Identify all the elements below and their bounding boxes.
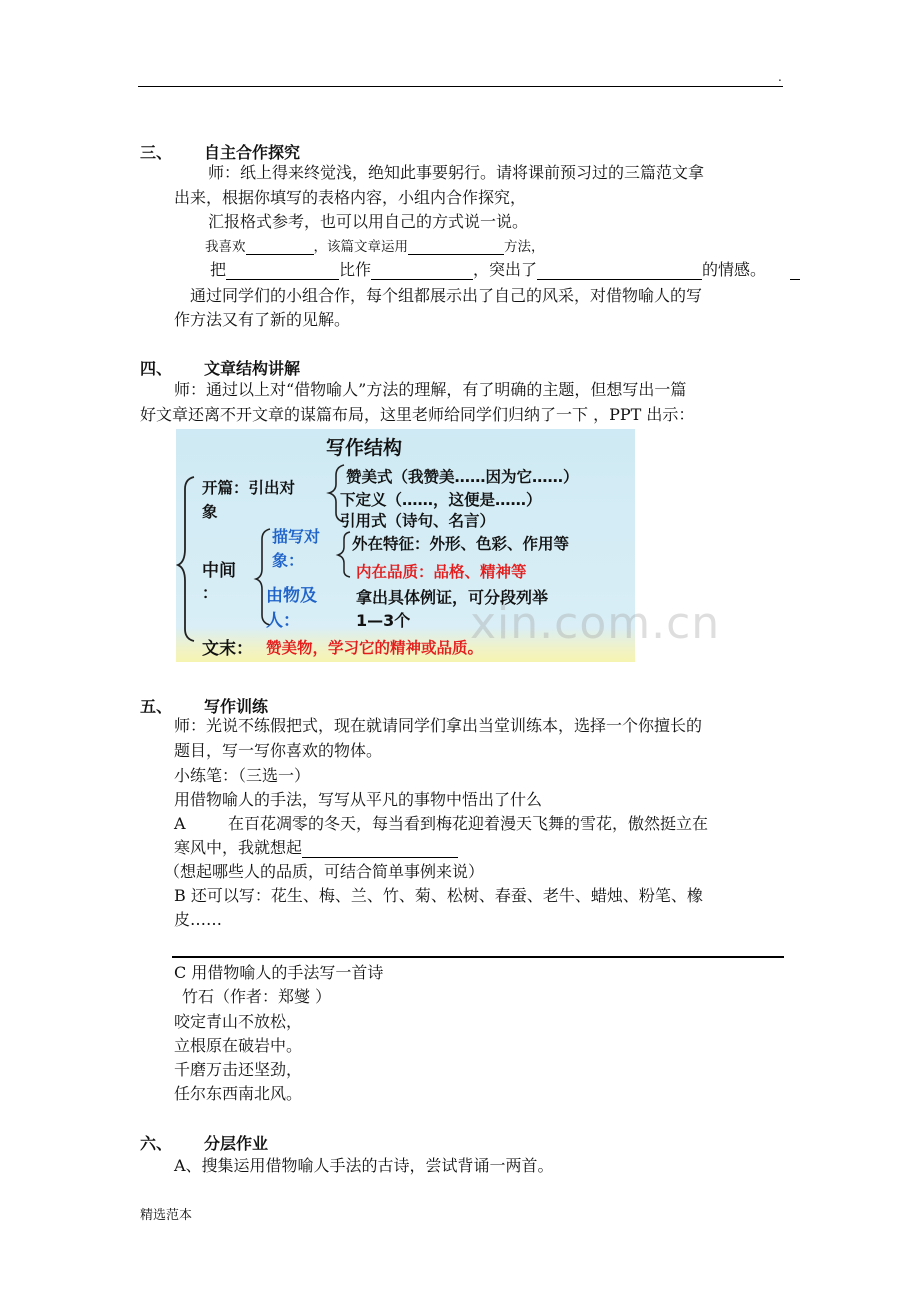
option-a-label: A [174, 814, 186, 833]
section6-line1: A、搜集运用借物喻人手法的古诗，尝试背诵一两首。 [174, 1156, 554, 1175]
section3-summary1: 通过同学们的小组合作，每个组都展示出了自己的风采，对借物喻人的写 [190, 286, 703, 305]
ppt-lead-label: 由物及 [266, 586, 317, 606]
header-rule [138, 86, 783, 87]
section3-line2: 出来，根据你填写的表格内容，小组内合作探究， [174, 188, 527, 207]
section6-title: 分层作业 [204, 1134, 269, 1153]
section4-line2: 好文章还离不开文章的谋篇布局，这里老师给同学们归纳了一下 ，PPT 出示： [140, 405, 695, 424]
header-dot: . [778, 70, 782, 84]
ppt-middle-label: 中间 [202, 561, 236, 581]
section5-divider [172, 956, 784, 958]
ppt-lead-label-cont: 人： [266, 611, 300, 631]
option-a-hint: （想起哪些人的品质，可结合简单事例来说） [164, 862, 485, 881]
section5-number: 五、 [140, 697, 173, 716]
ppt-describe-label-cont: 象： [272, 551, 305, 570]
blank-5 [537, 263, 702, 280]
section6-number: 六、 [140, 1134, 173, 1153]
poem-title: 竹石（作者：郑燮 ） [182, 987, 332, 1006]
format-text-c: 方法， [504, 239, 545, 255]
report-format-line2 [210, 260, 766, 280]
section5-line2: 题目，写一写你喜欢的物体。 [174, 741, 383, 760]
ppt-opening-label: 开篇：引出对 [202, 479, 296, 497]
format-text-b: ，该篇文章运用 [313, 239, 408, 255]
option-b-text: B 还可以写：花生、梅、兰、竹、菊、松树、春蚕、老牛、蜡烛、粉笔、橡 [174, 886, 703, 905]
section4-number: 四、 [140, 359, 173, 378]
poem-line-4: 任尔东西南北风。 [174, 1084, 303, 1103]
footer-text: 精选范本 [140, 1208, 193, 1223]
ppt-opening-item-3: 引用式（诗句、名言） [340, 512, 496, 530]
blank-4 [371, 263, 473, 280]
ppt-opening-item-2: 下定义（……，这便是……） [340, 491, 542, 509]
option-a-text: 在百花凋零的冬天，每当看到梅花迎着漫天飞舞的雪花，傲然挺立在 [228, 814, 709, 833]
ppt-lead-item-1: 拿出具体例证，可分段列举 [356, 588, 549, 607]
blank-1 [246, 238, 314, 255]
section3-number: 三、 [140, 143, 173, 162]
format-text-a: 我喜欢 [205, 239, 246, 255]
option-b-text2: 皮…… [174, 910, 223, 929]
section5-line3: 小练笔：（三选一） [174, 766, 311, 785]
section3-line1: 师：纸上得来终觉浅，绝知此事要躬行。请将课前预习过的三篇范文拿 [208, 163, 705, 182]
blank-2 [408, 238, 504, 255]
section4-line1: 师：通过以上对“借物喻人”方法的理解，有了明确的主题，但想写出一篇 [174, 380, 687, 399]
format2-underline-extension [790, 279, 800, 280]
option-a-text2 [174, 838, 458, 858]
format2-text-a: 把 [210, 260, 227, 279]
section5-line4: 用借物喻人的手法，写写从平凡的事物中悟出了什么 [174, 790, 543, 809]
ppt-lead-item-2: 1—3个 [356, 611, 411, 630]
report-format-line1 [205, 235, 545, 255]
option-c-text: C 用借物喻人的手法写一首诗 [174, 963, 384, 982]
section5-line1: 师：光说不练假把式，现在就请同学们拿出当堂训练本，选择一个你擅长的 [174, 716, 703, 735]
format2-text-d: 的情感。 [702, 260, 767, 279]
poem-line-2: 立根原在破岩中。 [174, 1036, 303, 1055]
section3-title: 自主合作探究 [204, 143, 301, 162]
ppt-describe-item-1: 外在特征：外形、色彩、作用等 [352, 535, 570, 553]
ppt-describe-label: 描写对 [272, 527, 321, 546]
ppt-ending-label: 文末： [202, 639, 253, 659]
ppt-describe-item-2: 内在品质：品格、精神等 [356, 563, 527, 581]
option-a-text2-content: 寒风中，我就想起 [174, 838, 303, 857]
section4-title: 文章结构讲解 [204, 359, 301, 378]
blank-3 [226, 263, 339, 280]
watermark: xin.com.cn [470, 598, 721, 649]
poem-line-3: 千磨万击还坚劲， [174, 1060, 303, 1079]
format2-text-b: 比作 [339, 260, 372, 279]
ppt-opening-label-cont: 象 [202, 503, 218, 521]
blank-6 [302, 841, 458, 858]
section3-line3: 汇报格式参考，也可以用自己的方式说一说。 [208, 212, 529, 231]
ppt-title: 写作结构 [326, 437, 403, 459]
ppt-ending-text: 赞美物，学习它的精神或品质。 [266, 639, 484, 657]
format2-text-c: ，突出了 [473, 260, 538, 279]
section5-title: 写作训练 [204, 697, 269, 716]
section3-summary2: 作方法又有了新的见解。 [174, 310, 351, 329]
ppt-opening-item-1: 赞美式（我赞美……因为它……） [346, 468, 579, 486]
ppt-middle-label-cont: ： [202, 584, 218, 602]
poem-line-1: 咬定青山不放松， [174, 1012, 303, 1031]
